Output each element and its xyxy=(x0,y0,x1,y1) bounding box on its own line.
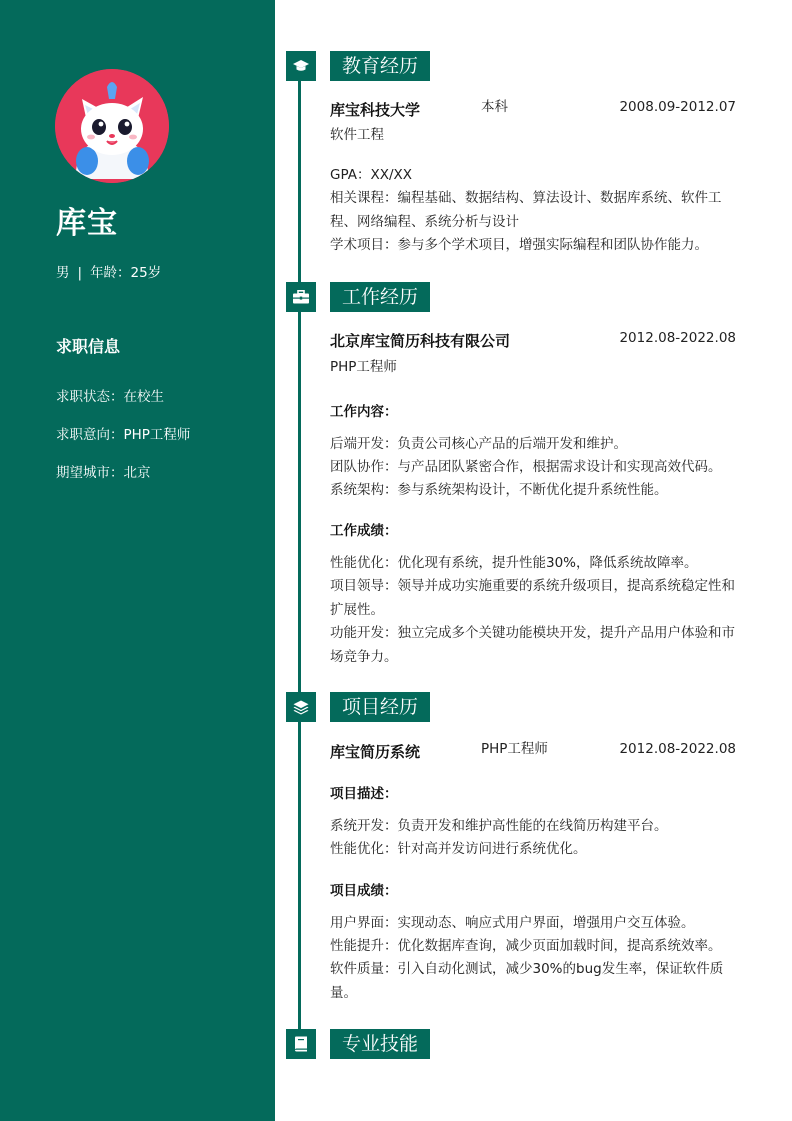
job-intent-title: 求职信息 xyxy=(56,337,121,356)
work-achievement: 性能优化：优化现有系统，提升性能30%，降低系统故障率。 xyxy=(330,555,698,571)
cat-mascot-icon xyxy=(55,69,169,183)
work-content-item: 系统架构：参与系统架构设计，不断优化提升系统性能。 xyxy=(330,482,668,498)
briefcase-icon xyxy=(286,282,316,312)
company-name: 北京库宝简历科技有限公司 xyxy=(330,332,511,350)
project-role: PHP工程师 xyxy=(481,741,548,757)
section-title-skills: 专业技能 xyxy=(330,1029,430,1059)
project-achievement: 性能提升：优化数据库查询，减少页面加载时间，提高系统效率。 xyxy=(330,938,722,954)
education-period: 2008.09-2012.07 xyxy=(619,99,736,115)
work-content-title: 工作内容： xyxy=(330,404,398,420)
age: 年龄：25岁 xyxy=(90,265,162,281)
book-icon xyxy=(286,1029,316,1059)
section-title-work: 工作经历 xyxy=(330,282,430,312)
project-desc-item: 性能优化：针对高并发访问进行系统优化。 xyxy=(330,841,587,857)
job-status: 求职状态：在校生 xyxy=(56,389,164,405)
work-role: PHP工程师 xyxy=(330,359,397,375)
project-achievement: 软件质量：引入自动化测试，减少30%的bug发生率，保证软件质量。 xyxy=(330,961,724,1001)
degree: 本科 xyxy=(481,99,508,115)
project-achievement: 用户界面：实现动态、响应式用户界面，增强用户交互体验。 xyxy=(330,915,695,931)
graduation-cap-icon xyxy=(286,51,316,81)
project-name: 库宝简历系统 xyxy=(330,743,421,761)
academic-projects: 学术项目：参与多个学术项目，增强实际编程和团队协作能力。 xyxy=(330,237,708,253)
timeline-line xyxy=(298,66,301,1036)
work-period: 2012.08-2022.08 xyxy=(619,330,736,346)
project-desc-item: 系统开发：负责开发和维护高性能的在线简历构建平台。 xyxy=(330,818,668,834)
section-title-education: 教育经历 xyxy=(330,51,430,81)
work-achieve-title: 工作成绩： xyxy=(330,523,398,539)
work-content-item: 后端开发：负责公司核心产品的后端开发和维护。 xyxy=(330,436,627,452)
gender: 男 xyxy=(56,265,70,281)
job-position: 求职意向：PHP工程师 xyxy=(56,427,191,443)
gpa: GPA：XX/XX xyxy=(330,167,413,183)
divider: | xyxy=(77,265,83,281)
project-desc-title: 项目描述： xyxy=(330,786,398,802)
layers-icon xyxy=(286,692,316,722)
courses: 相关课程：编程基础、数据结构、算法设计、数据库系统、软件工程、网络编程、系统分析与设计 xyxy=(330,190,722,230)
project-period: 2012.08-2022.08 xyxy=(619,741,736,757)
sidebar xyxy=(0,0,275,1121)
major: 软件工程 xyxy=(330,127,384,143)
project-achieve-title: 项目成绩： xyxy=(330,883,398,899)
school-name: 库宝科技大学 xyxy=(330,101,421,119)
candidate-name: 库宝 xyxy=(56,206,118,241)
work-achievement: 功能开发：独立完成多个关键功能模块开发，提升产品用户体验和市场竞争力。 xyxy=(330,625,735,665)
basic-info xyxy=(56,261,161,281)
job-city: 期望城市：北京 xyxy=(56,465,151,481)
section-title-project: 项目经历 xyxy=(330,692,430,722)
avatar xyxy=(55,69,169,183)
work-achievement: 项目领导：领导并成功实施重要的系统升级项目，提高系统稳定性和扩展性。 xyxy=(330,578,735,618)
work-content-item: 团队协作：与产品团队紧密合作，根据需求设计和实现高效代码。 xyxy=(330,459,722,475)
